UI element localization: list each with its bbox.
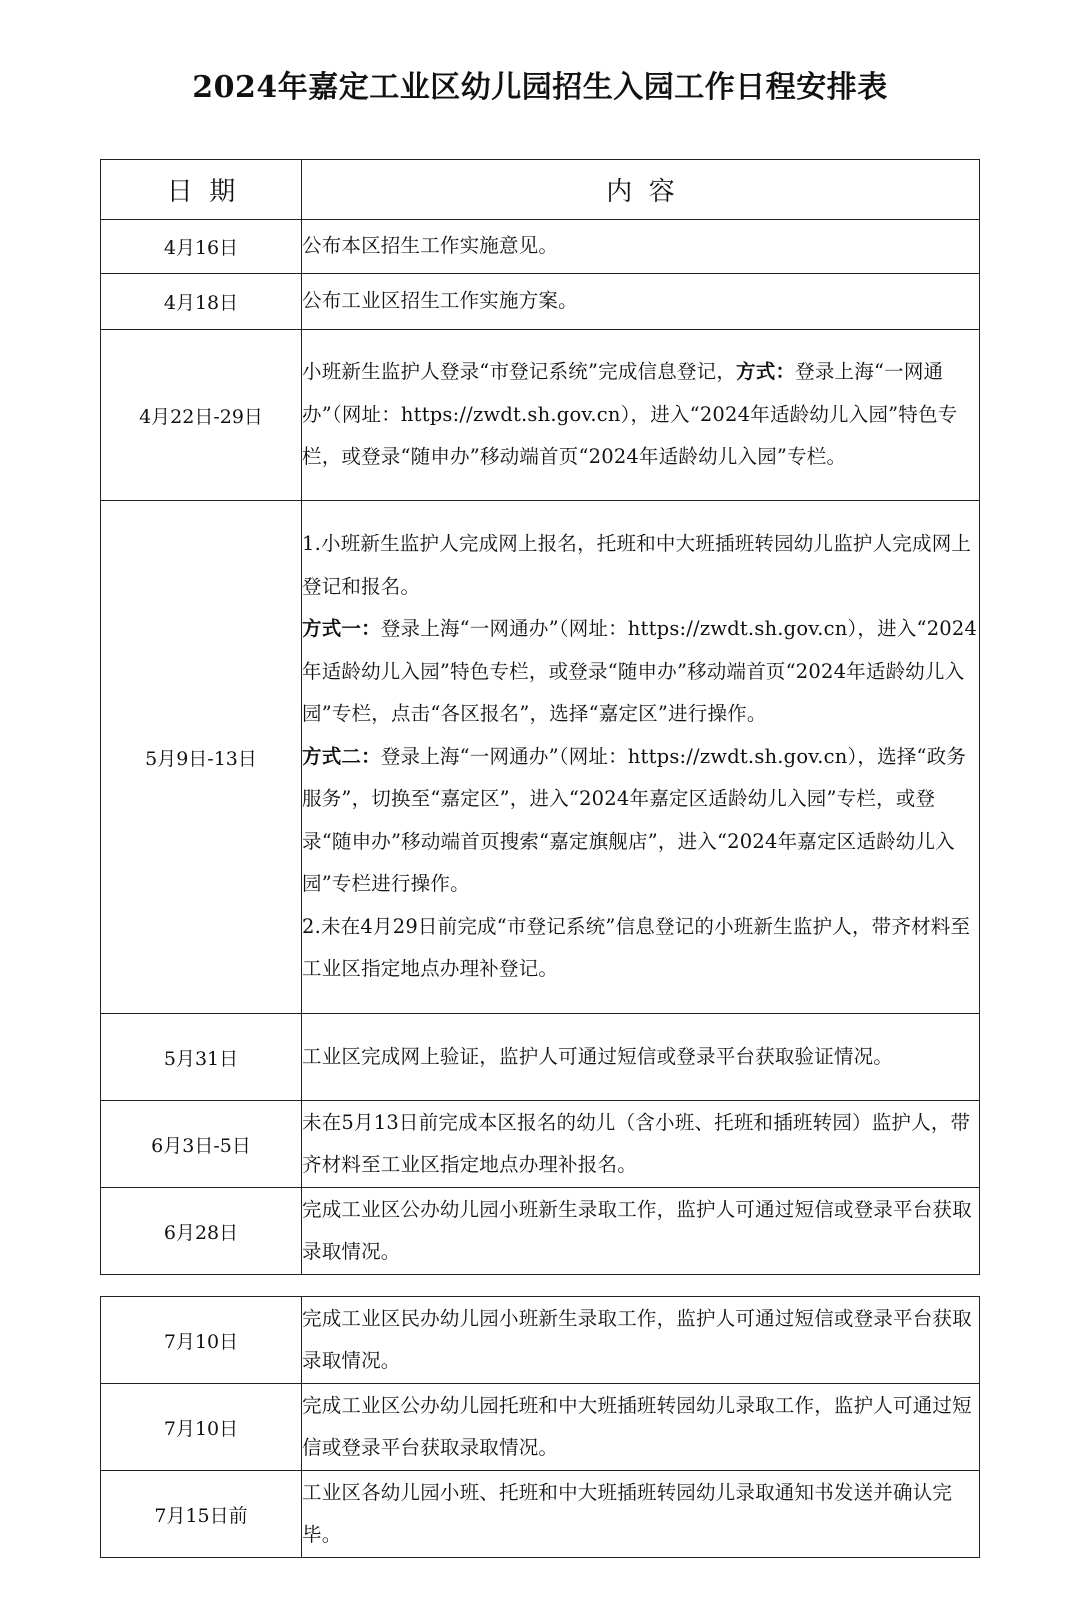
- method-1-label: 方式一：: [302, 617, 381, 641]
- content-text: 小班新生监护人登录“市登记系统”完成信息登记，: [302, 360, 737, 384]
- table-row: [101, 1297, 980, 1384]
- row-content: 完成工业区民办幼儿园小班新生录取工作，监护人可通过短信或登录平台获取录取情况。: [302, 1297, 980, 1384]
- row-date: 5月31日: [101, 1014, 302, 1101]
- paragraph-1: 1.小班新生监护人完成网上报名，托班和中大班插班转园幼儿监护人完成网上登记和报名。: [302, 532, 972, 598]
- row-content: 公布工业区招生工作实施方案。: [302, 274, 980, 330]
- row-date: 6月28日: [101, 1188, 302, 1275]
- method-label: 方式：: [736, 360, 796, 384]
- row-date: 7月15日前: [101, 1471, 302, 1558]
- table-row: [101, 330, 980, 501]
- row-content: 工业区各幼儿园小班、托班和中大班插班转园幼儿录取通知书发送并确认完毕。: [302, 1471, 980, 1558]
- row-content: 公布本区招生工作实施意见。: [302, 220, 980, 274]
- row-date: 6月3日-5日: [101, 1101, 302, 1188]
- schedule-table: [100, 159, 980, 1275]
- row-date: 4月16日: [101, 220, 302, 274]
- method-2: [302, 736, 979, 906]
- table-row: [101, 1471, 980, 1558]
- row-date: 7月10日: [101, 1297, 302, 1384]
- table-row: [101, 220, 980, 274]
- table-row: [101, 1384, 980, 1471]
- row-content: 完成工业区公办幼儿园小班新生录取工作，监护人可通过短信或登录平台获取录取情况。: [302, 1188, 980, 1275]
- method-2-text: 登录上海“一网通办”（网址：https://zwdt.sh.gov.cn），选择“政务服务”，切换至“嘉定区”，进入“2024年嘉定区适龄幼儿入园”专栏，或登录“随申办”移动端首页搜索“嘉定旗舰店”，进入“2024年嘉定区适龄幼儿入园”专栏进行操作。: [302, 744, 967, 896]
- row-content: [302, 501, 980, 1014]
- page-title: 2024年嘉定工业区幼儿园招生入园工作日程安排表: [192, 70, 888, 105]
- table-row: [101, 501, 980, 1014]
- row-content: 完成工业区公办幼儿园托班和中大班插班转园幼儿录取工作，监护人可通过短信或登录平台获取录取情况。: [302, 1384, 980, 1471]
- row-content: 未在5月13日前完成本区报名的幼儿（含小班、托班和插班转园）监护人，带齐材料至工业区指定地点办理补报名。: [302, 1101, 980, 1188]
- row-content: [302, 330, 980, 501]
- row-date: 4月22日-29日: [101, 330, 302, 501]
- paragraph-2: 2.未在4月29日前完成“市登记系统”信息登记的小班新生监护人，带齐材料至工业区指定地点办理补登记。: [302, 914, 971, 981]
- table-header-row: [101, 160, 980, 220]
- row-date: 4月18日: [101, 274, 302, 330]
- content-text: 登录上海“一网通办”（网址：https://zwdt.sh.gov.cn），进入“2024年适龄幼儿入园”特色专栏，或登录“随申办”移动端首页“2024年适龄幼儿入园”专栏。: [302, 360, 958, 469]
- row-content: 工业区完成网上验证，监护人可通过短信或登录平台获取验证情况。: [302, 1014, 980, 1101]
- method-2-label: 方式二：: [302, 744, 381, 768]
- method-1: [302, 608, 979, 736]
- header-date: 日 期: [101, 160, 302, 220]
- table-row: [101, 1014, 980, 1101]
- schedule-table-continued: [100, 1296, 980, 1558]
- method-1-text: 登录上海“一网通办”（网址：https://zwdt.sh.gov.cn），进入“2024年适龄幼儿入园”特色专栏，或登录“随申办”移动端首页“2024年适龄幼儿入园”专栏，点击“各区报名”，选择“嘉定区”进行操作。: [302, 617, 978, 726]
- table-row: [101, 274, 980, 330]
- row-date: 7月10日: [101, 1384, 302, 1471]
- row-date: 5月9日-13日: [101, 501, 302, 1014]
- table-row: [101, 1101, 980, 1188]
- header-content: 内 容: [302, 160, 980, 220]
- table-row: [101, 1188, 980, 1275]
